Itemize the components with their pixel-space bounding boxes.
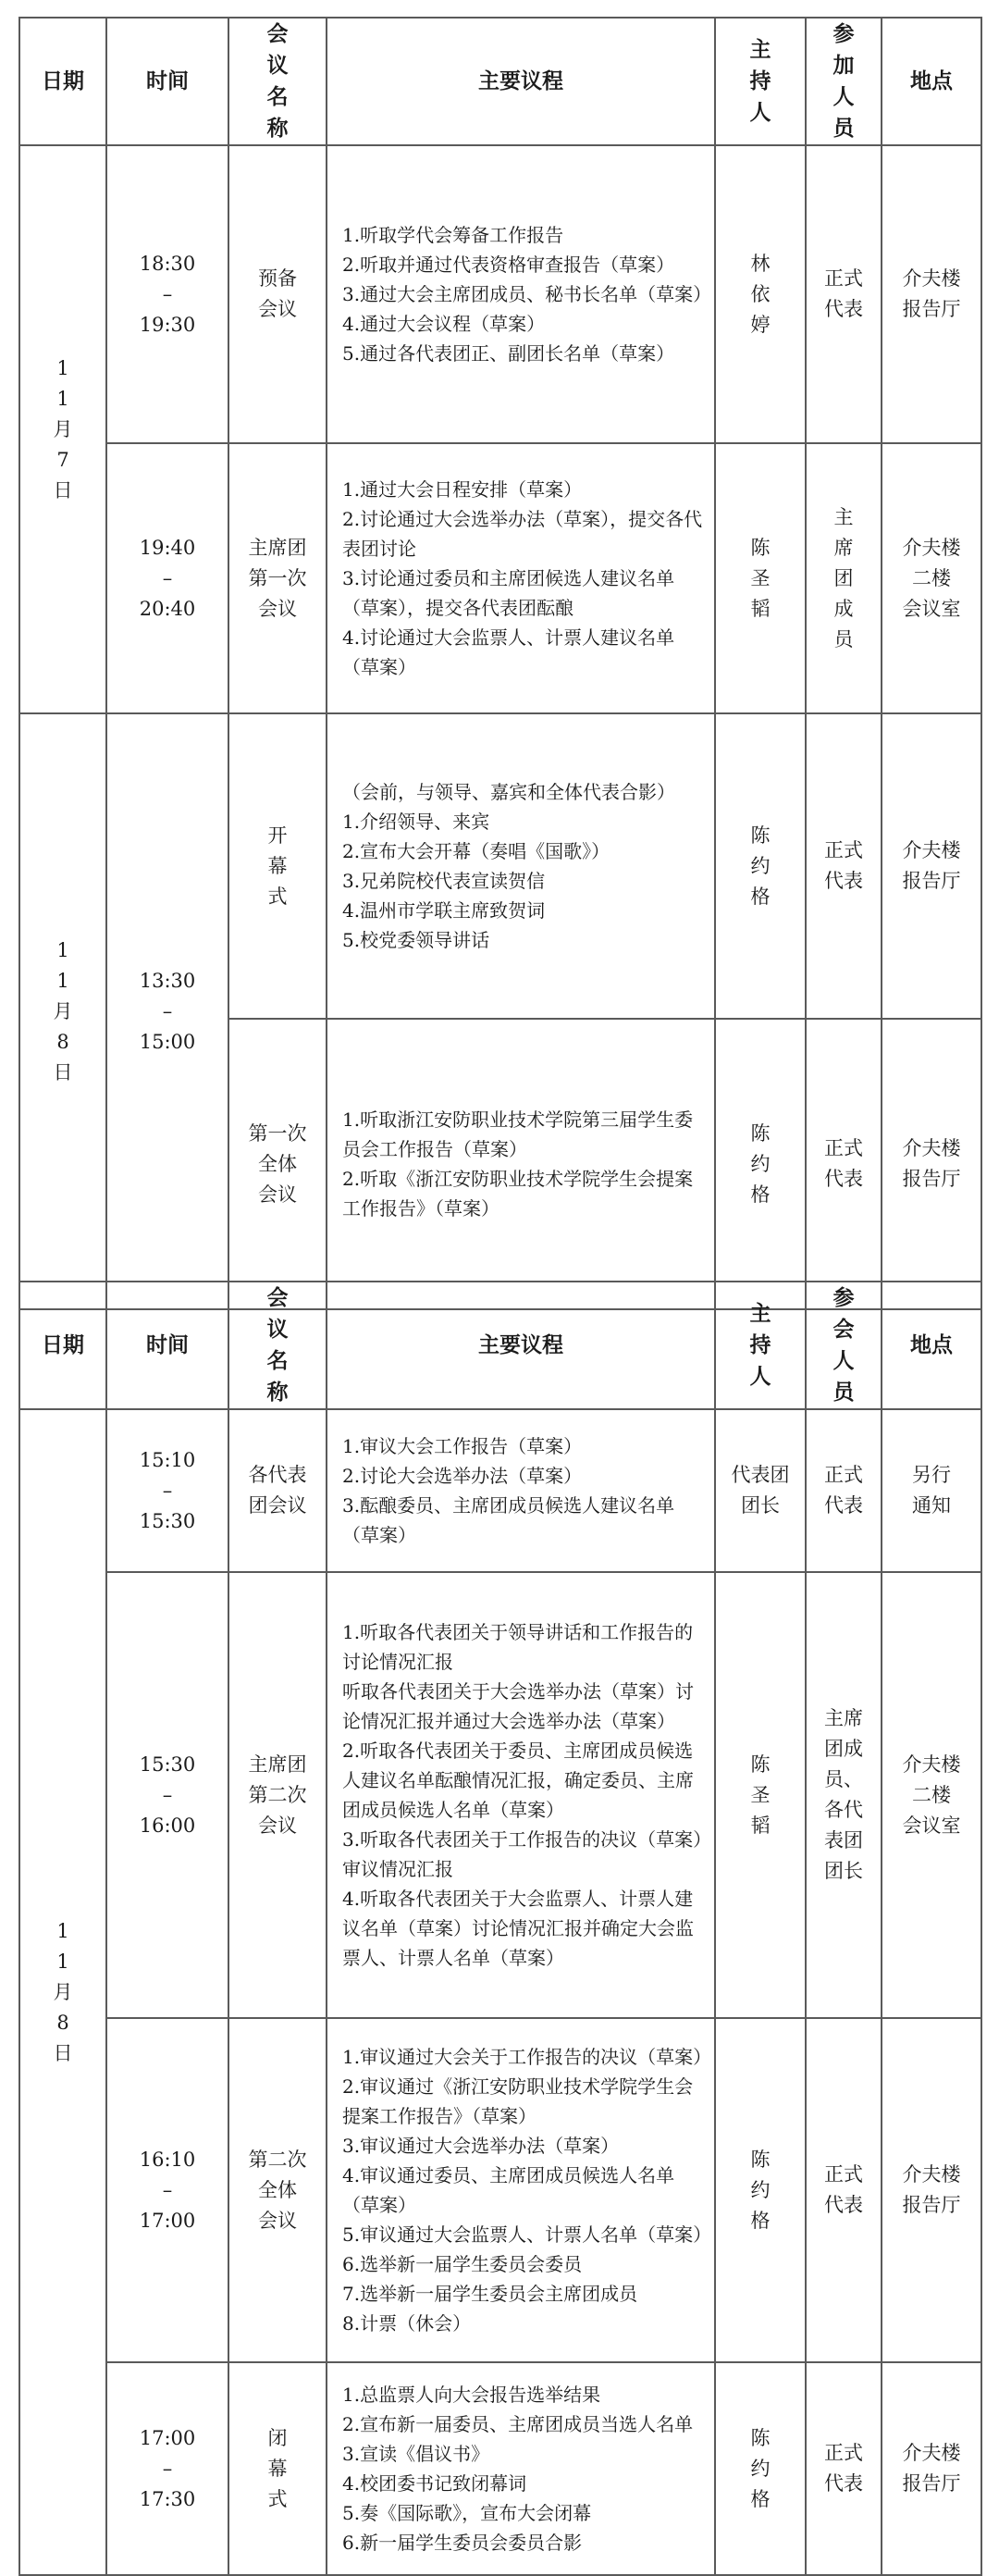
agenda-item: 4.校团委书记致闭幕词	[342, 2472, 527, 2495]
host-cell: 陈约格	[715, 713, 806, 1019]
header-agenda: 主要议程	[327, 18, 715, 145]
agenda-cell	[327, 1019, 715, 1309]
header-time: 时间	[106, 1282, 228, 1409]
attendees-cell: 正式 代表	[806, 145, 882, 443]
agenda-item: 2.讨论通过大会选举办法（草案），提交各代表团讨论	[342, 508, 703, 560]
meeting-name-cell: 闭幕式	[228, 2362, 327, 2575]
agenda-item: 8.计票（休会）	[342, 2312, 472, 2334]
agenda-item: （会前，与领导、嘉宾和全体代表合影）	[342, 781, 675, 803]
table-row	[19, 1572, 981, 2018]
agenda-item: 1.审议大会工作报告（草案）	[342, 1435, 583, 1457]
time-cell: 17:00 – 17:30	[106, 2362, 228, 2575]
agenda-cell	[327, 2018, 715, 2362]
location-cell: 介夫楼 二楼 会议室	[882, 1572, 981, 2018]
agenda-cell	[327, 2362, 715, 2575]
header-location: 地点	[882, 18, 981, 145]
meeting-name-cell: 第一次 全体 会议	[228, 1019, 327, 1309]
table-row	[19, 2362, 981, 2575]
agenda-item: 4.讨论通过大会监票人、计票人建议名单（草案）	[342, 626, 675, 678]
attendees-cell: 正式 代表	[806, 1409, 882, 1572]
meeting-name-cell: 第二次 全体 会议	[228, 2018, 327, 2362]
header-agenda: 主要议程	[327, 1282, 715, 1409]
agenda-item: 1.介绍领导、来宾	[342, 811, 490, 833]
agenda-cell	[327, 1572, 715, 2018]
time-cell: 13:30 – 15:00	[106, 713, 228, 1309]
agenda-item: 4.温州市学联主席致贺词	[342, 899, 546, 922]
agenda-item: 6.选举新一届学生委员会委员	[342, 2253, 583, 2275]
agenda-item: 2.宣布新一届委员、主席团成员当选人名单	[342, 2413, 694, 2435]
attendees-cell: 主席 团成 员、 各代 表团 团长	[806, 1572, 882, 2018]
agenda-item: 3.通过大会主席团成员、秘书长名单（草案）	[342, 283, 712, 305]
agenda-item: 听取各代表团关于大会选举办法（草案）讨论情况汇报并通过大会选举办法（草案）	[342, 1680, 694, 1732]
host-cell: 陈约格	[715, 2362, 806, 2575]
agenda-item: 3.讨论通过委员和主席团候选人建议名单（草案），提交各代表团酝酿	[342, 567, 675, 619]
agenda-item: 3.兄弟院校代表宣读贺信	[342, 870, 546, 892]
agenda-item: 5.审议通过大会监票人、计票人名单（草案）	[342, 2223, 712, 2246]
attendees-cell: 正式 代表	[806, 1019, 882, 1309]
attendees-cell: 主席团成员	[806, 443, 882, 713]
host-cell: 陈约格	[715, 2018, 806, 2362]
location-cell: 介夫楼 报告厅	[882, 145, 981, 443]
time-cell: 16:10 – 17:00	[106, 2018, 228, 2362]
agenda-item: 4.审议通过委员、主席团成员候选人名单（草案）	[342, 2164, 675, 2216]
agenda-item: 2.宣布大会开幕（奏唱《国歌》）	[342, 840, 610, 862]
agenda-item: 6.新一届学生委员会委员合影	[342, 2532, 583, 2554]
attendees-cell: 正式 代表	[806, 713, 882, 1019]
location-cell: 另行 通知	[882, 1409, 981, 1572]
location-cell: 介夫楼 报告厅	[882, 2362, 981, 2575]
host-cell: 林依婷	[715, 145, 806, 443]
date-cell: 11月7日	[19, 145, 106, 713]
agenda-item: 2.审议通过《浙江安防职业技术学院学生会提案工作报告》（草案）	[342, 2075, 694, 2127]
time-cell: 15:30 – 16:00	[106, 1572, 228, 2018]
agenda-item: 2.听取并通过代表资格审查报告（草案）	[342, 254, 675, 276]
agenda-cell	[327, 443, 715, 713]
agenda-item: 1.审议通过大会关于工作报告的决议（草案）	[342, 2046, 712, 2068]
location-cell: 介夫楼 报告厅	[882, 1019, 981, 1309]
header-date: 日期	[19, 18, 106, 145]
table-header-row	[19, 1282, 981, 1409]
time-cell: 15:10 – 15:30	[106, 1409, 228, 1572]
host-cell: 代表团 团长	[715, 1409, 806, 1572]
meeting-name-cell: 主席团 第二次 会议	[228, 1572, 327, 2018]
agenda-cell	[327, 1409, 715, 1572]
attendees-cell: 正式 代表	[806, 2018, 882, 2362]
agenda-item: 1.听取浙江安防职业技术学院第三届学生委员会工作报告（草案）	[342, 1108, 694, 1160]
header-attendees: 参会人员	[806, 1282, 882, 1409]
location-cell: 介夫楼 二楼 会议室	[882, 443, 981, 713]
time-cell: 19:40 – 20:40	[106, 443, 228, 713]
meeting-name-cell: 开幕式	[228, 713, 327, 1019]
agenda-item: 3.听取各代表团关于工作报告的决议（草案）审议情况汇报	[342, 1828, 703, 1880]
agenda-item: 3.酝酿委员、主席团成员候选人建议名单（草案）	[342, 1494, 675, 1546]
header-host: 主持人	[715, 18, 806, 145]
agenda-cell	[327, 145, 715, 443]
schedule-table-1	[18, 17, 982, 1310]
meeting-name-cell: 预备 会议	[228, 145, 327, 443]
agenda-item: 5.校党委领导讲话	[342, 929, 490, 951]
meeting-name-cell: 各代表 团会议	[228, 1409, 327, 1572]
header-meeting-name: 会议名称	[228, 1282, 327, 1409]
agenda-item: 1.听取各代表团关于领导讲话和工作报告的讨论情况汇报	[342, 1621, 694, 1673]
agenda-item: 7.选举新一届学生委员会主席团成员	[342, 2283, 638, 2305]
attendees-cell: 正式 代表	[806, 2362, 882, 2575]
meeting-name-cell: 主席团 第一次 会议	[228, 443, 327, 713]
agenda-item: 4.通过大会议程（草案）	[342, 313, 546, 335]
date-cell: 11月8日	[19, 713, 106, 1309]
table-row	[19, 2018, 981, 2362]
agenda-item: 3.宣读《倡议书》	[342, 2443, 490, 2465]
agenda-cell	[327, 713, 715, 1019]
host-cell: 陈约格	[715, 1019, 806, 1309]
table-row	[19, 443, 981, 713]
time-cell: 18:30 – 19:30	[106, 145, 228, 443]
agenda-item: 5.奏《国际歌》，宣布大会闭幕	[342, 2502, 592, 2524]
header-date: 日期	[19, 1282, 106, 1409]
agenda-item: 4.听取各代表团关于大会监票人、计票人建议名单（草案）讨论情况汇报并确定大会监票人、计票人名单（草案）	[342, 1888, 694, 1969]
table-header-row	[19, 18, 981, 145]
table-row	[19, 145, 981, 443]
schedule-table-2	[18, 1281, 982, 2576]
host-cell: 陈圣韬	[715, 443, 806, 713]
header-meeting-name: 会议名称	[228, 18, 327, 145]
agenda-item: 1.总监票人向大会报告选举结果	[342, 2384, 601, 2406]
header-host: 主持人	[715, 1282, 806, 1409]
agenda-item: 5.通过各代表团正、副团长名单（草案）	[342, 342, 675, 365]
agenda-item: 3.审议通过大会选举办法（草案）	[342, 2135, 620, 2157]
table-row	[19, 1409, 981, 1572]
host-cell: 陈圣韬	[715, 1572, 806, 2018]
date-cell: 11月8日	[19, 1409, 106, 2575]
agenda-item: 1.通过大会日程安排（草案）	[342, 478, 583, 501]
location-cell: 介夫楼 报告厅	[882, 2018, 981, 2362]
agenda-item: 2.听取《浙江安防职业技术学院学生会提案工作报告》（草案）	[342, 1168, 694, 1220]
agenda-item: 2.听取各代表团关于委员、主席团成员候选人建议名单酝酿情况汇报，确定委员、主席团成员候选人名单（草案）	[342, 1740, 694, 1821]
header-attendees: 参加人员	[806, 18, 882, 145]
agenda-item: 1.听取学代会筹备工作报告	[342, 224, 564, 246]
agenda-item: 2.讨论大会选举办法（草案）	[342, 1465, 583, 1487]
header-location: 地点	[882, 1282, 981, 1409]
location-cell: 介夫楼 报告厅	[882, 713, 981, 1019]
header-time: 时间	[106, 18, 228, 145]
table-row	[19, 713, 981, 1019]
